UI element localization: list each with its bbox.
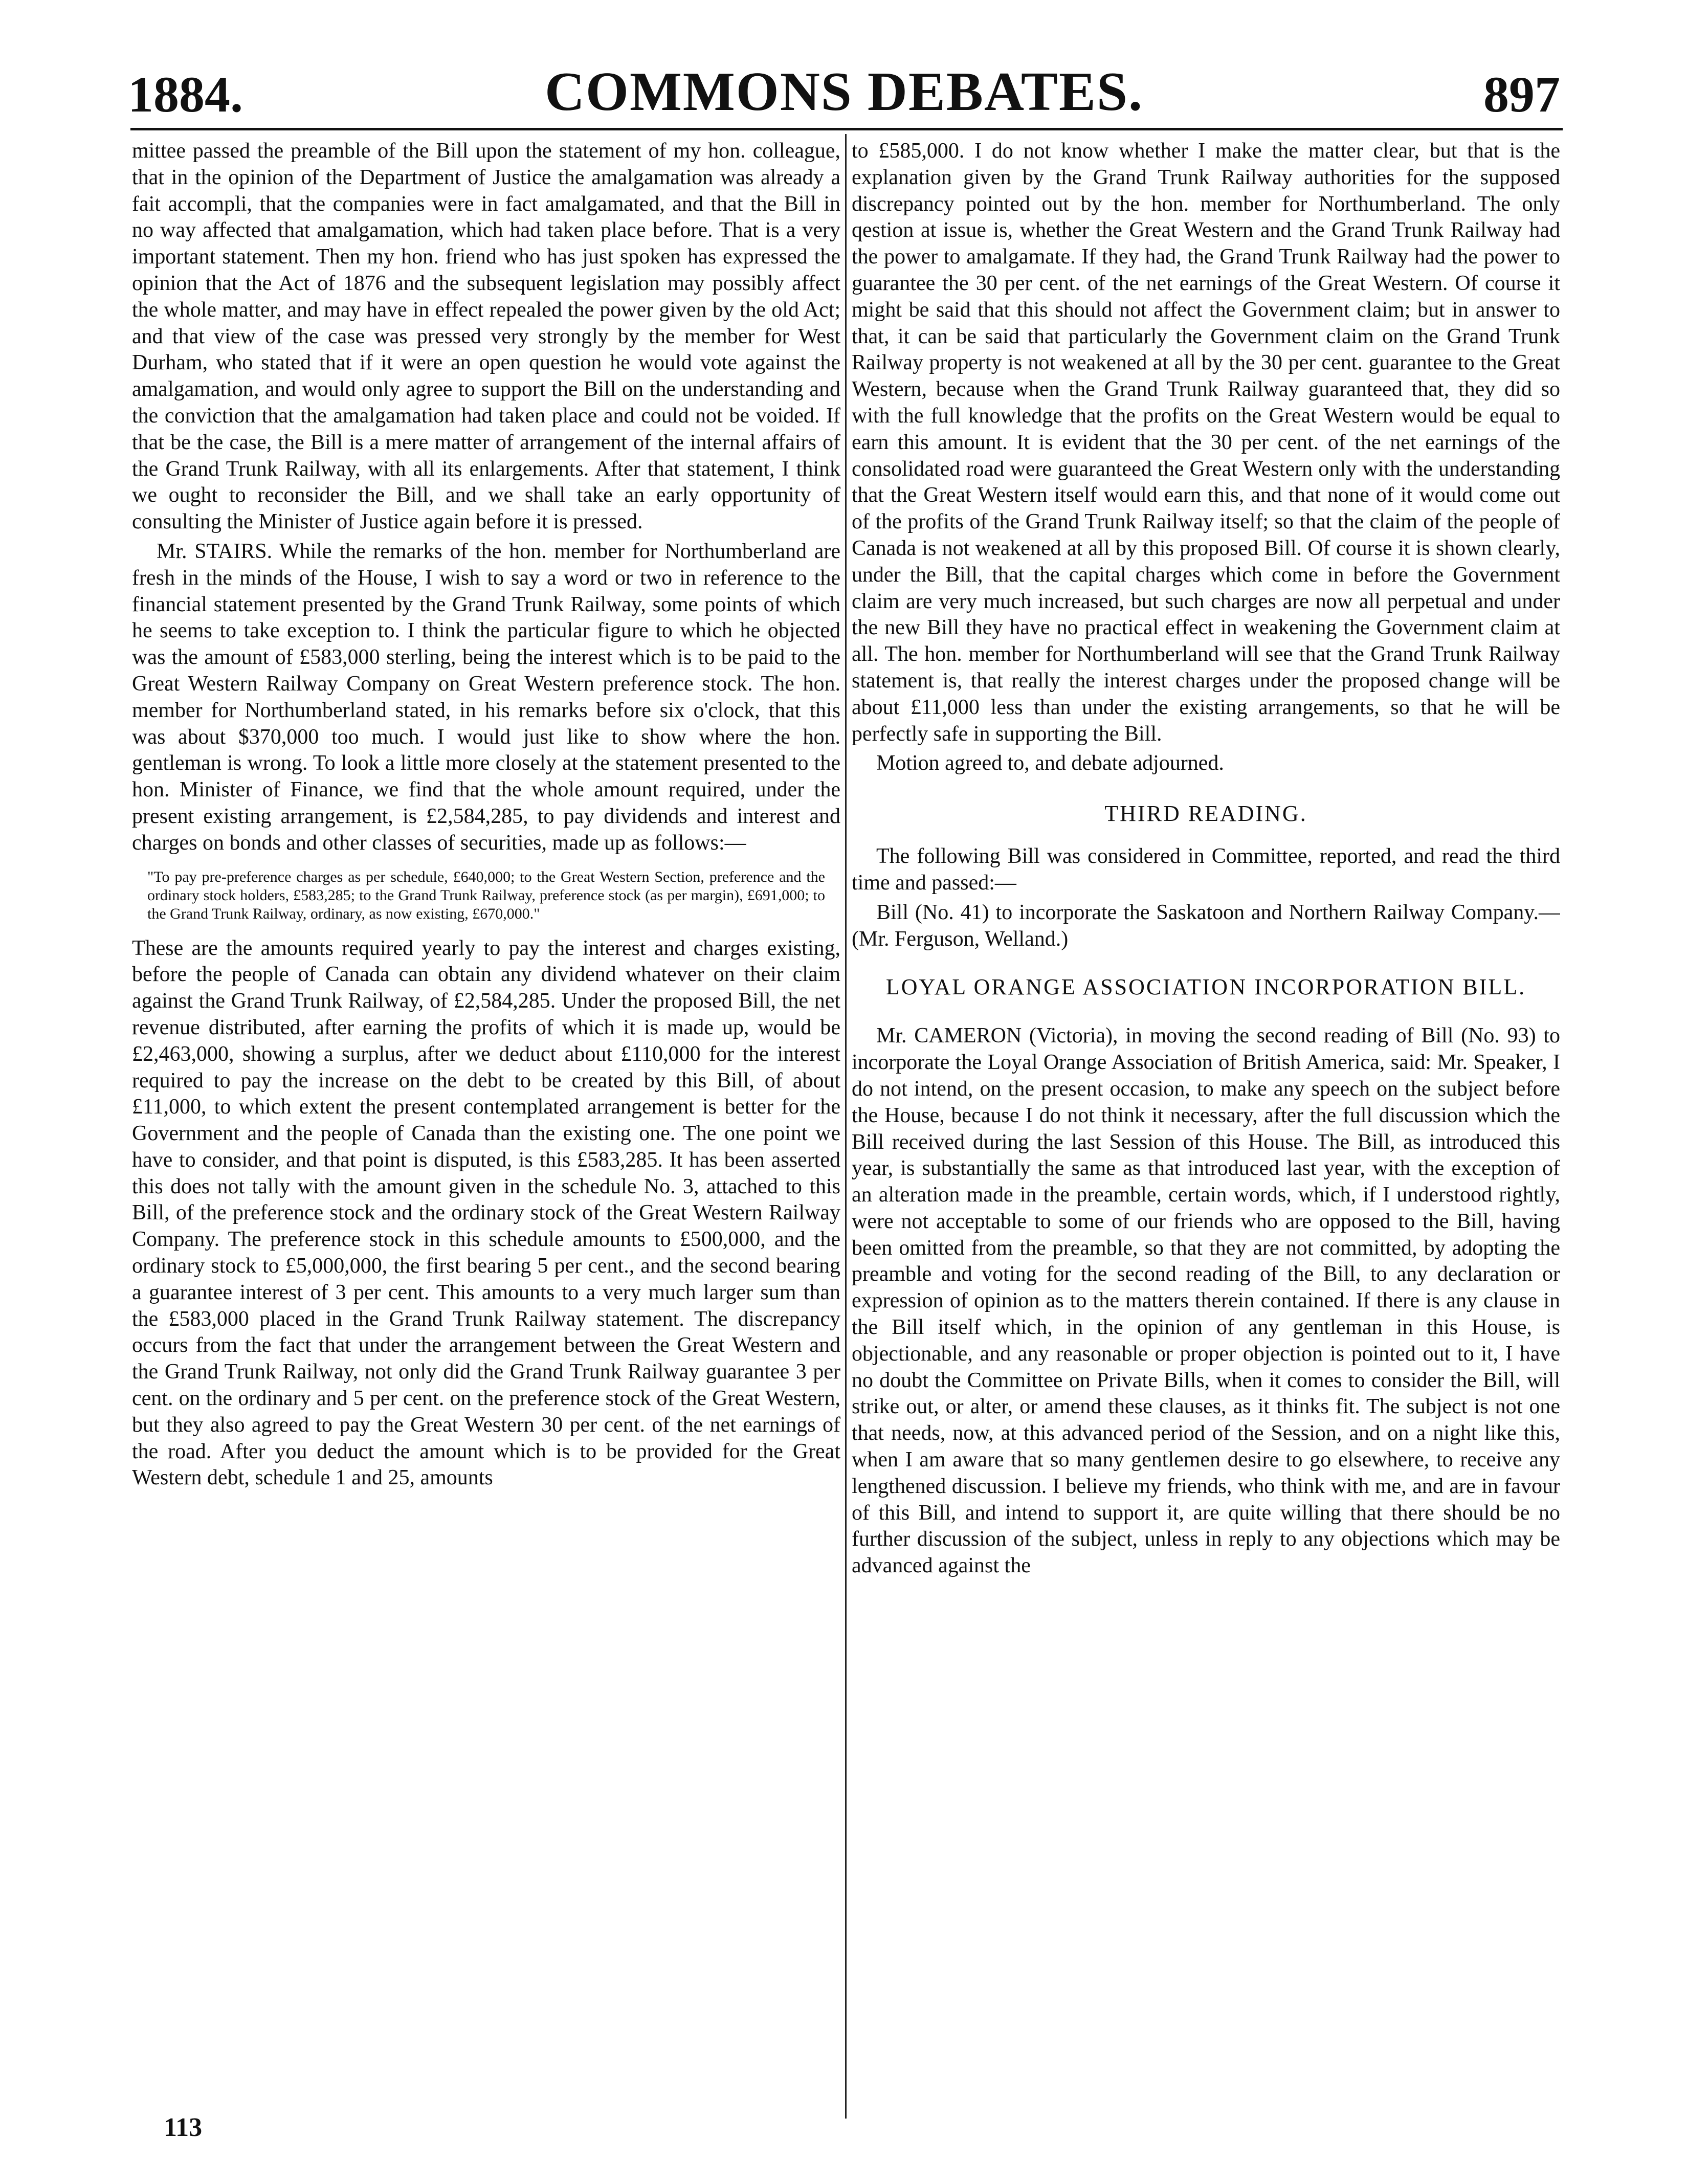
section-heading-third-reading: THIRD READING. — [1104, 801, 1307, 827]
left-quotation: "To pay pre-preference charges as per schedule, £640,000; to the Great Western Section, preference and the ordinary stock holders, £583,285; to the Grand Trunk Railway, preference stock (as per margin), £691,000; to the Grand Trunk Railway, ordinary, as now existing, £670,000." — [147, 868, 825, 922]
page-signature-number: 113 — [164, 2113, 203, 2142]
section-heading-loyal-orange: LOYAL ORANGE ASSOCIATION INCORPORATION BILL. — [885, 974, 1526, 1000]
right-paragraph-5: Mr. CAMERON (Victoria), in moving the second reading of Bill (No. 93) to incorporate the Loyal Orange Association of British America, said: Mr. Speaker, I do not intend, on the present occasion, to make any speech on the subject before the House, because I do not think it necessary, after the full discussion which the Bill received during the last Session of this House. The Bill, as introduced this year, is substantially the same as that introduced last year, with the exception of an alteration made in the preamble, certain words, which, if I understood rightly, were not acceptable to some of our friends who are opposed to the Bill, having been omitted from the preamble, so that they are not committed, by adopting the preamble and voting for the second reading of the Bill, to any declaration or expression of opinion as to the matters therein contained. If there is any clause in the Bill itself which, in the opinion of any gentleman in this House, is objectionable, and any reasonable or proper objection is pointed out to it, I have no doubt the Committee on Private Bills, when it comes to consider the Bill, will strike out, or alter, or amend these clauses, as it thinks fit. The subject is not one that needs, now, at this advanced period of the Session, and on a night like this, when I am aware that so many gentlemen desire to go elsewhere, to receive any lengthened discussion. I believe my friends, who think with me, and are in favour of this Bill, and intend to support it, are quite willing that there should be no further discussion of the subject, unless in reply to any objections which may be advanced against the — [852, 1024, 1560, 1578]
header-page-number: 897 — [1483, 66, 1560, 123]
right-paragraph-1: to £585,000. I do not know whether I make the matter clear, but that is the explanation given by the Grand Trunk Railway authorities for the supposed discrepancy pointed out by the hon. member for Northumberland. The only qestion at issue is, whether the Great Western and the Grand Trunk Railway had the power to amalgamate. If they had, the Grand Trunk Railway had the power to guarantee the 30 per cent. of the net earnings of the Great Western. Of course it might be said that this should not affect the Government claim; but in answer to that, it can be said that particularly the Government claim on the Grand Trunk Railway property is not weakened at all by the 30 per cent. guarantee to the Great Western, because when the Grand Trunk Railway guaranteed that, they did so with the full knowledge that the profits on the Great Western would be equal to earn this amount. It is evident that the 30 per cent. of the net earnings of the consolidated road were guaranteed the Great Western only with the understanding that the Great Western itself would earn this, and that none of it would come out of the profits of the Grand Trunk Railway itself; so that the claim of the people of Canada is not weakened at all by this proposed Bill. Of course it is shown clearly, under the Bill, that the capital charges which come in before the Government claim are very much increased, but such charges are now all perpetual and under the new Bill they have no practical effect in weakening the Government claim at all. The hon. member for Northumberland will see that the Grand Trunk Railway statement is, that really the interest charges under the proposed change will be about £11,000 less than under the existing arrangements, so that he will be perfectly safe in supporting the Bill. — [852, 139, 1560, 746]
left-paragraph-3: These are the amounts required yearly to pay the interest and charges existing, before the people of Canada can obtain any dividend whatever on their claim against the Grand Trunk Railway, of £2,584,285. Under the proposed Bill, the net revenue distributed, after earning the profits of which it is made up, would be £2,463,000, showing a surplus, after we deduct about £110,000 for the interest required to pay the increase on the debt to be created by this Bill, of about £11,000, to which extent the present contemplated arrangement is better for the Government and the people of Canada than the existing one. The one point we have to consider, and that point is disputed, is this £583,285. It has been asserted this does not tally with the amount given in the schedule No. 3, attached to this Bill, of the preference stock and the ordinary stock of the Great Western Railway Company. The preference stock in this schedule amounts to £500,000, and the ordinary stock to £5,000,000, the first bearing 5 per cent., and the second bearing a guarantee interest of 3 per cent. This amounts to a very much larger sum than the £583,000 placed in the Grand Trunk Railway statement. The discrepancy occurs from the fact that under the arrangement between the Great Western and the Grand Trunk Railway, not only did the Grand Trunk Railway guarantee 3 per cent. on the ordinary and 5 per cent. on the preference stock of the Great Western, but they also agreed to pay the Great Western 30 per cent. of the net earnings of the road. After you deduct the amount which is to be provided for the Great Western debt, schedule 1 and 25, amounts — [132, 936, 840, 1490]
right-paragraph-2: Motion agreed to, and debate adjourned. — [876, 751, 1224, 775]
right-paragraph-3: The following Bill was considered in Committee, reported, and read the third time and passed:— — [852, 844, 1560, 895]
header-title: COMMONS DEBATES. — [544, 61, 1144, 122]
right-paragraph-4: Bill (No. 41) to incorporate the Saskatoon and Northern Railway Company.—(Mr. Ferguson, Welland.) — [852, 900, 1560, 951]
left-paragraph-1: mittee passed the preamble of the Bill upon the statement of my hon. colleague, that in the opinion of the Department of Justice the amalgamation was already a fait accompli, that the companies were in fact amalgamated, and that the Bill in no way affected that amalgamation, which had taken place before. That is a very important statement. Then my hon. friend who has just spoken has expressed the opinion that the Act of 1876 and the subsequent legislation may possibly affect the whole matter, and may have in effect repealed the power given by the old Act; and that view of the case was pressed very strongly by the member for West Durham, who stated that if it were an open question he would vote against the amalgamation, and would only agree to support the Bill on the understanding and the conviction that the amalgamation had taken place and could not be voided. If that be the case, the Bill is a mere matter of arrangement of the internal affairs of the Grand Trunk Railway, with all its enlargements. After that statement, I think we ought to reconsider the Bill, and we shall take an early opportunity of consulting the Minister of Justice again before it is pressed. — [132, 139, 840, 534]
column-divider — [845, 134, 847, 2119]
left-column — [132, 138, 840, 2128]
header-year: 1884. — [128, 66, 243, 123]
header-rule — [130, 128, 1563, 130]
right-column — [852, 138, 1560, 2128]
page-header — [128, 61, 1560, 128]
left-paragraph-2: Mr. STAIRS. While the remarks of the hon. member for Northumberland are fresh in the minds of the House, I wish to say a word or two in reference to the financial statement presented by the Grand Trunk Railway, some points of which he seems to take exception to. I think the particular figure to which he objected was the amount of £583,000 sterling, being the interest which is to be paid to the Great Western Railway Company on Great Western preference stock. The hon. member for Northumberland stated, in his remarks before six o'clock, that this was about $370,000 too much. I would just like to show where the hon. gentleman is wrong. To look a little more closely at the statement presented to the hon. Minister of Finance, we find that the whole amount required, under the present existing arrangement, is £2,584,285, to pay dividends and interest and charges on bonds and other classes of securities, made up as follows:— — [132, 539, 840, 855]
